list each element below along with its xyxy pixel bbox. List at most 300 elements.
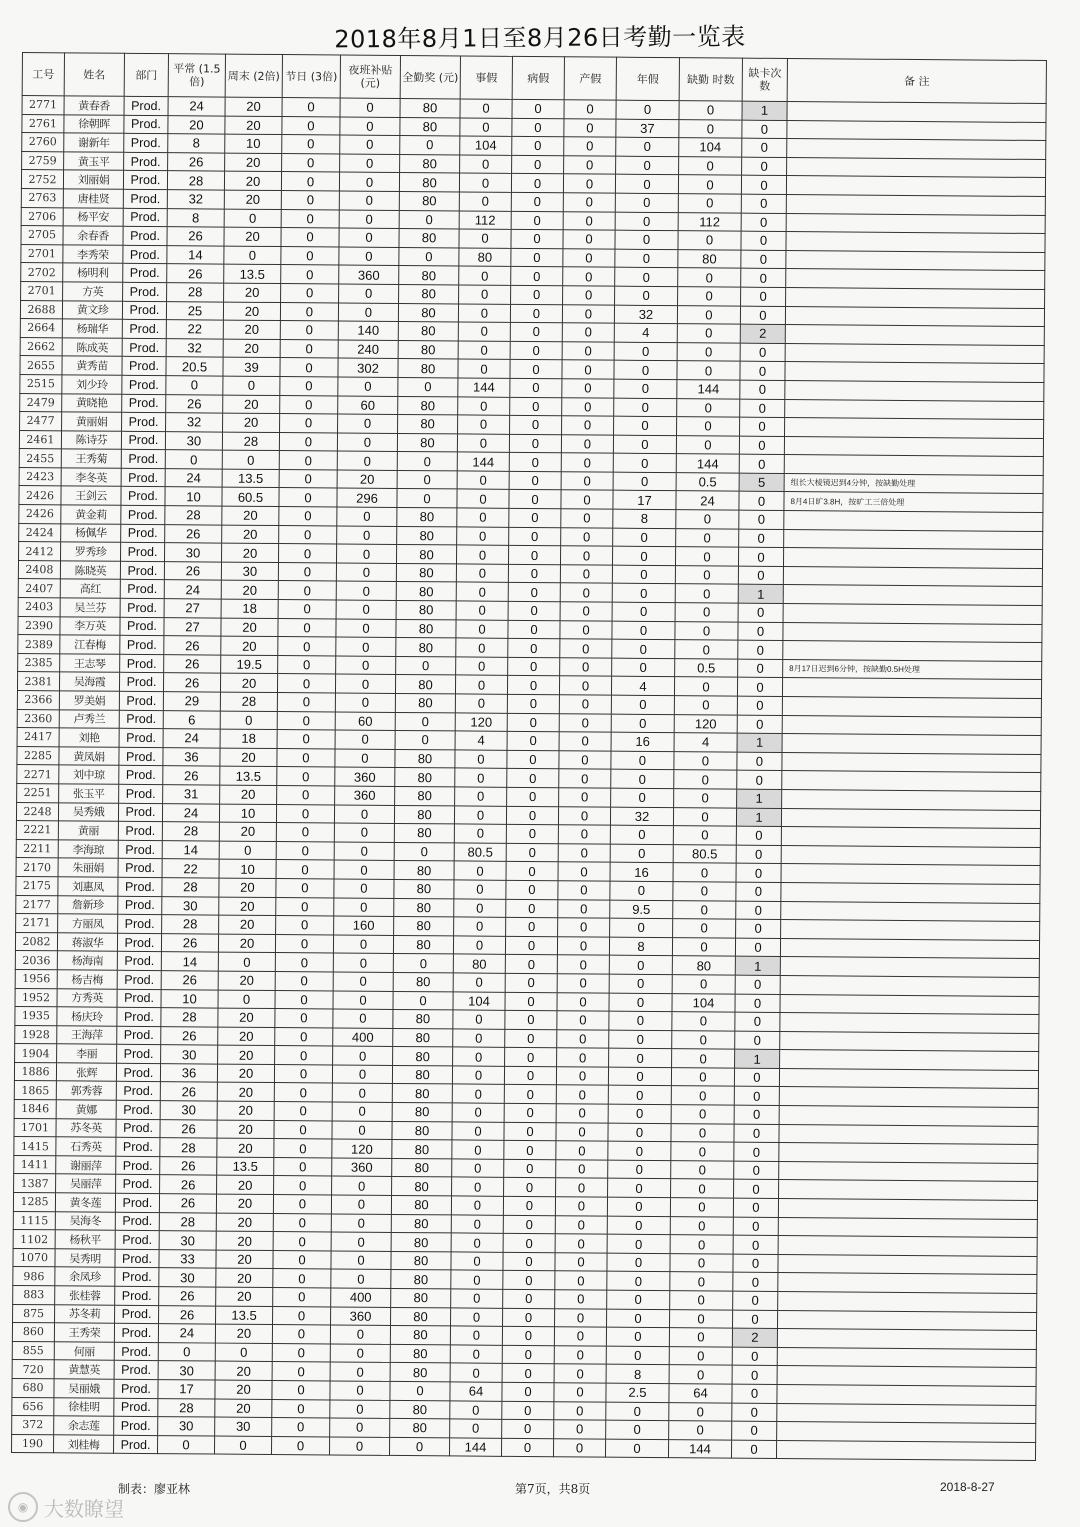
employee-name-cell: 黄丽娟: [62, 412, 122, 431]
missed-punch-count-cell: 0: [732, 1421, 777, 1440]
table-body: [11, 96, 1046, 1461]
night-allowance-cell: 20: [337, 470, 397, 489]
employee-id-cell: 1886: [14, 1062, 56, 1081]
col-weekday-ot-header: 平常 (1.5倍): [168, 54, 225, 97]
department-cell: Prod.: [121, 450, 165, 469]
sick-leave-cell: 0: [506, 899, 558, 918]
absent-hours-cell: 144: [677, 380, 740, 399]
employee-name-cell: 朱丽娟: [58, 858, 118, 877]
annual-leave-cell: 0: [610, 918, 673, 937]
missed-punch-count-cell: 0: [733, 1273, 778, 1292]
weekend-overtime-cell: 20: [221, 636, 278, 655]
annual-leave-cell: 0: [612, 602, 675, 621]
maternity-leave-cell: 0: [560, 658, 612, 677]
weekday-overtime-cell: 26: [159, 1194, 216, 1213]
maternity-leave-cell: 0: [554, 1383, 606, 1402]
weekend-overtime-cell: 0: [224, 246, 281, 265]
holiday-overtime-cell: 0: [279, 469, 337, 488]
holiday-overtime-cell: 0: [276, 897, 334, 916]
missed-punch-count-cell: 0: [738, 640, 783, 659]
sick-leave-cell: 0: [504, 1178, 556, 1197]
weekday-overtime-cell: 28: [160, 1138, 217, 1157]
employee-id-cell: 2455: [19, 449, 61, 468]
employee-id-cell: 855: [12, 1341, 54, 1360]
annual-leave-cell: 0: [613, 435, 676, 454]
weekend-overtime-cell: 18: [221, 599, 278, 618]
holiday-overtime-cell: 0: [272, 1362, 330, 1381]
remark-cell: [779, 1124, 1038, 1145]
absent-hours-cell: 0: [677, 417, 740, 436]
full-attendance-bonus-cell: 80: [399, 191, 459, 210]
maternity-leave-cell: 0: [556, 1178, 608, 1197]
weekday-overtime-cell: 26: [164, 636, 221, 655]
holiday-overtime-cell: 0: [276, 878, 334, 897]
department-cell: Prod.: [113, 1435, 157, 1454]
absent-hours-cell: 0: [671, 1123, 734, 1142]
watermark-logo-icon: ◉: [8, 1492, 38, 1522]
weekend-overtime-cell: 20: [216, 1231, 273, 1250]
remark-cell: [781, 827, 1040, 848]
night-allowance-cell: 0: [340, 117, 400, 136]
maternity-leave-cell: 0: [558, 825, 610, 844]
sick-leave-cell: 0: [508, 546, 560, 565]
maternity-leave-cell: 0: [557, 1048, 609, 1067]
weekend-overtime-cell: 0: [220, 711, 277, 730]
employee-name-cell: 杨海南: [57, 951, 117, 970]
weekend-overtime-cell: 13.5: [217, 1157, 274, 1176]
annual-leave-cell: 0: [611, 751, 674, 770]
employee-name-cell: 陈成英: [62, 338, 122, 357]
holiday-overtime-cell: 0: [271, 1436, 329, 1455]
department-cell: Prod.: [122, 301, 166, 320]
personal-leave-cell: 0: [460, 155, 512, 174]
night-allowance-cell: 360: [339, 265, 399, 284]
weekday-overtime-cell: 26: [159, 1287, 216, 1306]
weekday-overtime-cell: 30: [159, 1231, 216, 1250]
full-attendance-bonus-cell: 0: [394, 842, 454, 861]
absent-hours-cell: 0: [674, 789, 737, 808]
missed-punch-count-cell: 0: [740, 399, 785, 418]
sick-leave-cell: 0: [505, 1029, 557, 1048]
annual-leave-cell: 0: [614, 416, 677, 435]
weekend-overtime-cell: 20: [219, 878, 276, 897]
department-cell: Prod.: [116, 1100, 160, 1119]
missed-punch-count-cell: 0: [734, 1124, 779, 1143]
employee-id-cell: 2417: [17, 728, 59, 747]
department-cell: Prod.: [116, 1063, 160, 1082]
sick-leave-cell: 0: [501, 1438, 553, 1457]
department-cell: Prod.: [119, 784, 163, 803]
full-attendance-bonus-cell: 0: [395, 712, 455, 731]
holiday-overtime-cell: 0: [280, 395, 338, 414]
holiday-overtime-cell: 0: [281, 265, 339, 284]
personal-leave-cell: 0: [451, 1307, 503, 1326]
department-cell: Prod.: [119, 710, 163, 729]
full-attendance-bonus-cell: 80: [392, 1177, 452, 1196]
night-allowance-cell: 0: [333, 953, 393, 972]
personal-leave-cell: 0: [458, 341, 510, 360]
absent-hours-cell: 0: [678, 268, 741, 287]
full-attendance-bonus-cell: 80: [396, 582, 456, 601]
employee-name-cell: 黄玉平: [64, 152, 124, 171]
sick-leave-cell: 0: [510, 304, 562, 323]
holiday-overtime-cell: 0: [274, 1139, 332, 1158]
missed-punch-count-cell: 0: [734, 1087, 779, 1106]
employee-name-cell: 杨佩华: [61, 523, 121, 542]
night-allowance-cell: 0: [336, 619, 396, 638]
remark-cell: [784, 436, 1043, 457]
night-allowance-cell: 0: [339, 284, 399, 303]
absent-hours-cell: 0: [679, 156, 742, 175]
maternity-leave-cell: 0: [554, 1420, 606, 1439]
maternity-leave-cell: 0: [558, 806, 610, 825]
weekday-overtime-cell: 0: [165, 450, 222, 469]
employee-id-cell: 2251: [17, 783, 59, 802]
missed-punch-count-cell: 0: [737, 771, 782, 790]
personal-leave-cell: 0: [454, 805, 506, 824]
employee-name-cell: 刘中琼: [59, 765, 119, 784]
remark-cell: [780, 1050, 1039, 1071]
employee-id-cell: 372: [12, 1416, 54, 1435]
weekend-overtime-cell: 13.5: [216, 1306, 273, 1325]
employee-name-cell: 杨吉梅: [57, 970, 117, 989]
employee-name-cell: 杨庆玲: [57, 1007, 117, 1026]
absent-hours-cell: 0: [677, 305, 740, 324]
annual-leave-cell: 0: [611, 714, 674, 733]
night-allowance-cell: 0: [339, 210, 399, 229]
weekday-overtime-cell: 0: [158, 1342, 215, 1361]
full-attendance-bonus-cell: 0: [397, 470, 457, 489]
full-attendance-bonus-cell: 0: [395, 731, 455, 750]
personal-leave-cell: 0: [453, 1047, 505, 1066]
employee-name-cell: 杨瑞华: [62, 319, 122, 338]
holiday-overtime-cell: 0: [273, 1213, 331, 1232]
night-allowance-cell: 0: [336, 581, 396, 600]
weekday-overtime-cell: 17: [158, 1380, 215, 1399]
weekday-overtime-cell: 22: [162, 859, 219, 878]
annual-leave-cell: 0: [609, 1011, 672, 1030]
department-cell: Prod.: [120, 561, 164, 580]
holiday-overtime-cell: 0: [272, 1418, 330, 1437]
remark-cell: [781, 808, 1040, 829]
department-cell: Prod.: [118, 840, 162, 859]
remark-cell: [783, 641, 1042, 662]
sick-leave-cell: 0: [506, 917, 558, 936]
night-allowance-cell: 0: [337, 433, 397, 452]
holiday-overtime-cell: 0: [279, 507, 337, 526]
weekend-overtime-cell: 20: [215, 1361, 272, 1380]
col-weekend-ot-header: 周末 (2倍): [225, 54, 282, 97]
holiday-overtime-cell: 0: [280, 358, 338, 377]
missed-punch-count-cell: 0: [733, 1198, 778, 1217]
maternity-leave-cell: 0: [561, 527, 613, 546]
weekday-overtime-cell: 30: [162, 896, 219, 915]
remark-cell: [786, 213, 1045, 234]
sick-leave-cell: 0: [510, 378, 562, 397]
sick-leave-cell: 0: [502, 1419, 554, 1438]
full-attendance-bonus-cell: 80: [393, 1047, 453, 1066]
employee-name-cell: 黄春香: [64, 96, 124, 115]
weekend-overtime-cell: 20: [224, 227, 281, 246]
absent-hours-cell: 104: [672, 993, 735, 1012]
absent-hours-cell: 0: [677, 342, 740, 361]
personal-leave-cell: 0: [455, 750, 507, 769]
personal-leave-cell: 0: [456, 657, 508, 676]
full-attendance-bonus-cell: 0: [396, 656, 456, 675]
department-cell: Prod.: [124, 115, 168, 134]
personal-leave-cell: 144: [457, 452, 509, 471]
sick-leave-cell: 0: [504, 1159, 556, 1178]
personal-leave-cell: 0: [453, 1029, 505, 1048]
weekday-overtime-cell: 26: [160, 1082, 217, 1101]
employee-id-cell: 2705: [21, 226, 63, 245]
maternity-leave-cell: 0: [556, 1160, 608, 1179]
maternity-leave-cell: 0: [563, 230, 615, 249]
maternity-leave-cell: 0: [562, 360, 614, 379]
missed-punch-count-cell: 0: [733, 1217, 778, 1236]
remark-cell: [787, 120, 1046, 141]
full-attendance-bonus-cell: 80: [391, 1307, 451, 1326]
employee-name-cell: 黄丽: [58, 821, 118, 840]
annual-leave-cell: 0: [606, 1346, 669, 1365]
sick-leave-cell: 0: [509, 490, 561, 509]
holiday-overtime-cell: 0: [273, 1250, 331, 1269]
missed-punch-count-cell: 0: [734, 1142, 779, 1161]
personal-leave-cell: 0: [458, 322, 510, 341]
maternity-leave-cell: 0: [557, 1011, 609, 1030]
employee-name-cell: 江春梅: [60, 635, 120, 654]
personal-leave-cell: 0: [452, 1122, 504, 1141]
department-cell: Prod.: [120, 636, 164, 655]
remark-cell: [781, 882, 1040, 903]
night-allowance-cell: 0: [333, 1046, 393, 1065]
personal-leave-cell: 0: [459, 285, 511, 304]
weekday-overtime-cell: 33: [159, 1249, 216, 1268]
weekend-overtime-cell: 20: [218, 934, 275, 953]
missed-punch-count-cell: 1: [738, 585, 783, 604]
weekday-overtime-cell: 27: [164, 617, 221, 636]
weekday-overtime-cell: 24: [164, 580, 221, 599]
holiday-overtime-cell: 0: [278, 637, 336, 656]
weekday-overtime-cell: 26: [165, 524, 222, 543]
weekend-overtime-cell: 20: [217, 1101, 274, 1120]
employee-name-cell: 吴秀娥: [58, 802, 118, 821]
weekday-overtime-cell: 27: [164, 599, 221, 618]
night-allowance-cell: 0: [336, 563, 396, 582]
annual-leave-cell: 0: [615, 193, 678, 212]
sick-leave-cell: 0: [506, 880, 558, 899]
absent-hours-cell: 0: [679, 101, 742, 120]
weekday-overtime-cell: 26: [163, 673, 220, 692]
night-allowance-cell: 0: [335, 674, 395, 693]
absent-hours-cell: 0: [673, 863, 736, 882]
annual-leave-cell: 0: [615, 286, 678, 305]
employee-id-cell: 2171: [16, 914, 58, 933]
full-attendance-bonus-cell: 80: [395, 693, 455, 712]
holiday-overtime-cell: 0: [273, 1195, 331, 1214]
personal-leave-cell: 144: [449, 1438, 501, 1457]
department-cell: Prod.: [119, 691, 163, 710]
holiday-overtime-cell: 0: [275, 934, 333, 953]
annual-leave-cell: 0: [616, 137, 679, 156]
personal-leave-cell: 0: [456, 564, 508, 583]
holiday-overtime-cell: 0: [280, 414, 338, 433]
maternity-leave-cell: 0: [556, 1122, 608, 1141]
department-cell: Prod.: [116, 1082, 160, 1101]
annual-leave-cell: 0: [610, 844, 673, 863]
weekday-overtime-cell: 10: [165, 487, 222, 506]
department-cell: Prod.: [121, 431, 165, 450]
sick-leave-cell: 0: [512, 155, 564, 174]
annual-leave-cell: 16: [610, 862, 673, 881]
holiday-overtime-cell: 0: [276, 841, 334, 860]
maternity-leave-cell: 0: [564, 118, 616, 137]
weekend-overtime-cell: 20: [225, 97, 282, 116]
department-cell: Prod.: [115, 1249, 159, 1268]
employee-id-cell: 1285: [13, 1193, 55, 1212]
missed-punch-count-cell: 1: [736, 808, 781, 827]
remark-cell: [780, 957, 1039, 978]
missed-punch-count-cell: 1: [742, 101, 787, 120]
weekend-overtime-cell: 28: [222, 432, 279, 451]
employee-id-cell: 2221: [16, 821, 58, 840]
full-attendance-bonus-cell: 0: [400, 136, 460, 155]
night-allowance-cell: 360: [335, 767, 395, 786]
employee-id-cell: 2655: [20, 356, 62, 375]
employee-name-cell: 刘桂梅: [53, 1435, 113, 1454]
weekend-overtime-cell: 19.5: [221, 655, 278, 674]
personal-leave-cell: 0: [453, 1010, 505, 1029]
full-attendance-bonus-cell: 80: [392, 1065, 452, 1084]
personal-leave-cell: 144: [458, 378, 510, 397]
absent-hours-cell: 0: [670, 1216, 733, 1235]
missed-punch-count-cell: 0: [740, 417, 785, 436]
employee-name-cell: 方英: [63, 282, 123, 301]
full-attendance-bonus-cell: 80: [398, 396, 458, 415]
annual-leave-cell: 0: [608, 1179, 671, 1198]
maternity-leave-cell: 0: [559, 676, 611, 695]
maternity-leave-cell: 0: [557, 974, 609, 993]
employee-name-cell: 王秀荣: [54, 1323, 114, 1342]
sick-leave-cell: 0: [504, 1085, 556, 1104]
weekday-overtime-cell: 26: [161, 933, 218, 952]
maternity-leave-cell: 0: [563, 211, 615, 230]
holiday-overtime-cell: 0: [277, 730, 335, 749]
missed-punch-count-cell: 1: [737, 789, 782, 808]
missed-punch-count-cell: 0: [739, 454, 784, 473]
weekday-overtime-cell: 36: [163, 747, 220, 766]
full-attendance-bonus-cell: 80: [392, 1140, 452, 1159]
weekday-overtime-cell: 30: [161, 1045, 218, 1064]
weekend-overtime-cell: 20: [218, 1045, 275, 1064]
maternity-leave-cell: 0: [562, 397, 614, 416]
personal-leave-cell: 0: [454, 861, 506, 880]
personal-leave-cell: 0: [457, 489, 509, 508]
col-remarks-header: 备 注: [787, 59, 1046, 104]
annual-leave-cell: 0: [614, 360, 677, 379]
sick-leave-cell: 0: [511, 211, 563, 230]
absent-hours-cell: 0: [670, 1253, 733, 1272]
missed-punch-count-cell: 0: [733, 1235, 778, 1254]
maternity-leave-cell: 0: [558, 918, 610, 937]
night-allowance-cell: 0: [337, 507, 397, 526]
maternity-leave-cell: 0: [559, 751, 611, 770]
absent-hours-cell: 0: [674, 696, 737, 715]
holiday-overtime-cell: 0: [282, 153, 340, 172]
personal-leave-cell: 0: [452, 1066, 504, 1085]
absent-hours-cell: 80: [678, 249, 741, 268]
personal-leave-cell: 0: [458, 303, 510, 322]
maternity-leave-cell: 0: [555, 1197, 607, 1216]
annual-leave-cell: 0: [607, 1197, 670, 1216]
holiday-overtime-cell: 0: [281, 209, 339, 228]
full-attendance-bonus-cell: 80: [393, 1028, 453, 1047]
weekend-overtime-cell: 20: [222, 506, 279, 525]
remark-cell: [780, 938, 1039, 959]
annual-leave-cell: 4: [614, 323, 677, 342]
holiday-overtime-cell: 0: [280, 302, 338, 321]
holiday-overtime-cell: 0: [276, 804, 334, 823]
maternity-leave-cell: 0: [561, 453, 613, 472]
sick-leave-cell: 0: [510, 341, 562, 360]
personal-leave-cell: 0: [454, 880, 506, 899]
absent-hours-cell: 0: [672, 1030, 735, 1049]
employee-id-cell: 1701: [14, 1118, 56, 1137]
maternity-leave-cell: 0: [560, 583, 612, 602]
full-attendance-bonus-cell: 80: [395, 675, 455, 694]
department-cell: Prod.: [117, 970, 161, 989]
employee-name-cell: 吴丽娥: [54, 1379, 114, 1398]
sick-leave-cell: 0: [507, 713, 559, 732]
sick-leave-cell: 0: [502, 1401, 554, 1420]
missed-punch-count-cell: 0: [734, 1105, 779, 1124]
weekend-overtime-cell: 20: [218, 1008, 275, 1027]
employee-id-cell: 2752: [21, 170, 63, 189]
maternity-leave-cell: 0: [562, 304, 614, 323]
personal-leave-cell: 80: [459, 248, 511, 267]
maternity-leave-cell: 0: [558, 862, 610, 881]
employee-name-cell: 李秀荣: [63, 245, 123, 264]
holiday-overtime-cell: 0: [280, 376, 338, 395]
holiday-overtime-cell: 0: [275, 1027, 333, 1046]
employee-name-cell: 李冬英: [61, 468, 121, 487]
department-cell: Prod.: [114, 1323, 158, 1342]
missed-punch-count-cell: 1: [735, 956, 780, 975]
weekday-overtime-cell: 32: [167, 190, 224, 209]
employee-name-cell: 徐桂明: [54, 1397, 114, 1416]
missed-punch-count-cell: 0: [734, 1180, 779, 1199]
maternity-leave-cell: 0: [557, 992, 609, 1011]
missed-punch-count-cell: 0: [733, 1254, 778, 1273]
full-attendance-bonus-cell: 80: [399, 284, 459, 303]
personal-leave-cell: 0: [451, 1270, 503, 1289]
weekend-overtime-cell: 0: [219, 841, 276, 860]
night-allowance-cell: 0: [331, 1232, 391, 1251]
annual-leave-cell: 0: [615, 175, 678, 194]
personal-leave-cell: 0: [453, 973, 505, 992]
annual-leave-cell: 16: [611, 732, 674, 751]
remark-cell: [782, 752, 1041, 773]
absent-hours-cell: 0: [670, 1235, 733, 1254]
absent-hours-cell: 0: [673, 882, 736, 901]
maternity-leave-cell: 0: [558, 899, 610, 918]
department-cell: Prod.: [122, 338, 166, 357]
personal-leave-cell: 0: [450, 1400, 502, 1419]
annual-leave-cell: 0: [614, 342, 677, 361]
remark-cell: [783, 604, 1042, 625]
annual-leave-cell: 0: [611, 770, 674, 789]
night-allowance-cell: 0: [330, 1344, 390, 1363]
